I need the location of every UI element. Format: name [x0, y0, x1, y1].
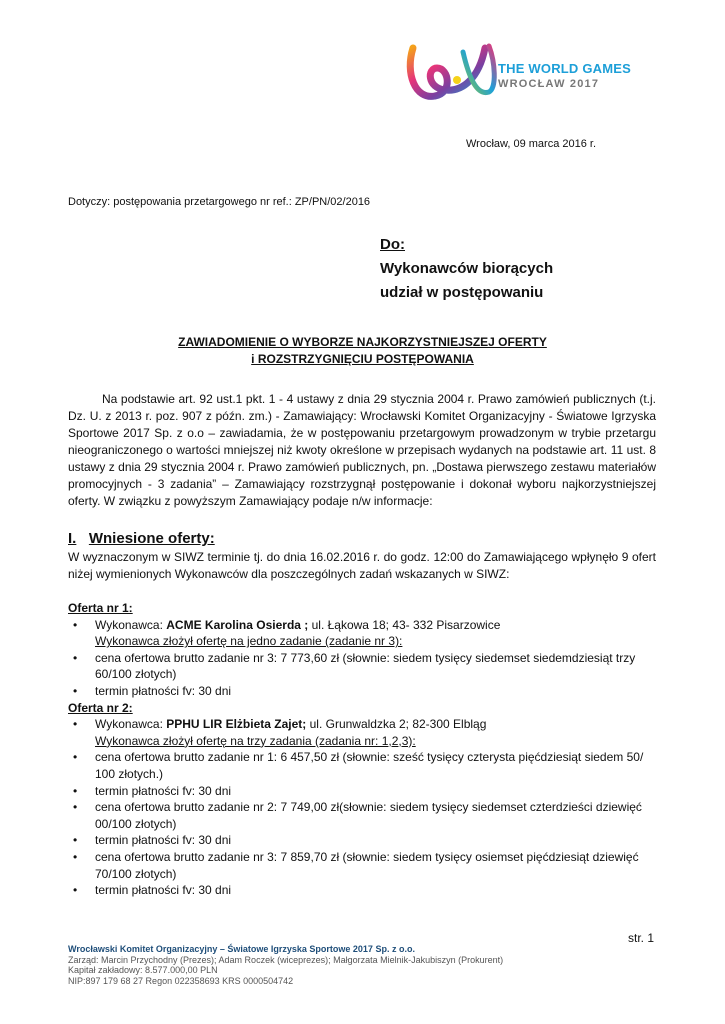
- logo-title: THE WORLD GAMES: [498, 61, 631, 76]
- intro-paragraph: Na podstawie art. 92 ust.1 pkt. 1 - 4 ustawy z dnia 29 stycznia 2004 r. Prawo zamówień publicznych (t.j. Dz. U. z 2013 r. poz. 907 z późn. zm.) - Zamawiający: Wrocławski Komitet Organizacyjny - Światowe Igrzyska Sportowe 2017 Sp. z o.o – zawiadamia, że w postępowaniu przetargowym prowadzonym w trybie przetargu nieograniczonego o wartości mniejszej niż kwoty określone w przepisach wydanych na podstawie art. 11 ust. 8 ustawy z dnia 29 stycznia 2004 r. Prawo zamówień publicznych, pn. „Dostawa pierwszego zestawu materiałów promocyjnych - 3 zadania” – Zamawiający rozstrzygnął postępowanie i dokonał wyboru najkorzystniejszej oferty. W związku z powyższym Zamawiający podaje n/w informacje:: [68, 392, 656, 508]
- term-text: termin płatności fv: 30 dni: [95, 833, 232, 848]
- offer-2-contractor: [68, 716, 658, 749]
- offer-1-title: Oferta nr 1:: [68, 601, 133, 615]
- price-text: cena ofertowa brutto zadanie nr 3: 7 773,60 zł (słownie: siedem tysięcy siedemset siedemdziesiąt trzy 60/100 złotych): [95, 650, 636, 682]
- offer-1-price: [68, 650, 658, 683]
- bullet-icon: •: [73, 833, 78, 848]
- contractor-label: Wykonawca:: [95, 717, 167, 732]
- offers-list: [68, 600, 658, 899]
- bullet-icon: •: [73, 750, 78, 765]
- footer-board: Zarząd: Marcin Przychodny (Prezes); Adam Roczek (wiceprezes); Małgorzata Mielnik-Jakubiszyn (Prokurent): [68, 954, 504, 965]
- recipient-label: Do:: [380, 236, 405, 253]
- term-text: termin płatności fv: 30 dni: [95, 683, 232, 698]
- term-text: termin płatności fv: 30 dni: [95, 883, 232, 898]
- price-text: cena ofertowa brutto zadanie nr 3: 7 859,70 zł (słownie: siedem tysięcy osiemset pięćdziesiąt dziewięć 70/100 złotych): [95, 849, 639, 881]
- recipient-line-1: Wykonawców biorących: [380, 260, 554, 277]
- offer-2-title: Oferta nr 2:: [68, 700, 133, 715]
- offer-2-price-1: [68, 749, 658, 782]
- contractor-address: ul. Grunwaldzka 2; 82-300 Elbląg: [306, 717, 487, 732]
- document-title: [0, 334, 725, 368]
- footer-company: Wrocławski Komitet Organizacyjny – Światowe Igrzyska Sportowe 2017 Sp. z o.o.: [68, 944, 415, 954]
- price-text: cena ofertowa brutto zadanie nr 1: 6 457,50 zł (słownie: sześć tysięcy czterysta pięćdziesiąt siedem 50/ 100 złotych.): [95, 750, 644, 781]
- offer-1-term: [68, 683, 658, 700]
- title-line-1: ZAWIADOMIENIE O WYBORZE NAJKORZYSTNIEJSZEJ OFERTY: [178, 335, 547, 349]
- offer-2-price-3: [68, 849, 658, 882]
- offer-1-note: Wykonawca złożył ofertę na jedno zadanie (zadanie nr 3):: [95, 634, 403, 649]
- footer-ids: NIP:897 179 68 27 Regon 022358693 KRS 0000504742: [68, 975, 294, 986]
- contractor-label: Wykonawca:: [95, 617, 167, 632]
- reference-line: Dotyczy: postępowania przetargowego nr ref.: ZP/PN/02/2016: [68, 196, 371, 208]
- section-paragraph: W wyznaczonym w SIWZ terminie tj. do dnia 16.02.2016 r. do godz. 12:00 do Zamawiającego wpłynęło 9 ofert niżej wymienionych Wykonawców dla poszczególnych zadań wskazanych w SIWZ:: [68, 550, 656, 581]
- title-line-2: i ROZSTRZYGNIĘCIU POSTĘPOWANIA: [251, 352, 474, 366]
- offer-1-contractor: [68, 617, 658, 650]
- page-number: str. 1: [628, 931, 655, 945]
- bullet-icon: •: [73, 783, 78, 798]
- footer: [68, 944, 503, 986]
- section-heading: [68, 530, 215, 547]
- footer-capital: Kapitał zakładowy: 8.577.000,00 PLN: [68, 965, 218, 976]
- offer-2-term-2: [68, 832, 658, 849]
- term-text: termin płatności fv: 30 dni: [95, 783, 232, 798]
- logo-subtitle: WROCŁAW 2017: [498, 78, 600, 90]
- document-date: Wrocław, 09 marca 2016 r.: [466, 138, 597, 150]
- bullet-icon: •: [73, 683, 78, 698]
- section-title: Wniesione oferty:: [88, 530, 215, 547]
- offer-2-term-1: [68, 783, 658, 800]
- bullet-icon: •: [73, 849, 78, 864]
- bullet-icon: •: [73, 617, 78, 632]
- contractor-name: PPHU LIR Elżbieta Zajet;: [166, 717, 307, 732]
- bullet-icon: •: [73, 650, 78, 665]
- section-number: I.: [68, 530, 77, 547]
- bullet-icon: •: [73, 800, 78, 815]
- recipient-line-2: udział w postępowaniu: [380, 284, 544, 301]
- contractor-address: ul. Łąkowa 18; 43- 332 Pisarzowice: [308, 617, 501, 632]
- offer-2-term-3: [68, 882, 658, 899]
- offer-2-note: Wykonawca złożył ofertę na trzy zadania (zadania nr: 1,2,3):: [95, 733, 416, 748]
- bullet-icon: •: [73, 717, 78, 732]
- contractor-name: ACME Karolina Osierda ;: [166, 617, 309, 632]
- recipient-block: [380, 233, 553, 305]
- price-text: cena ofertowa brutto zadanie nr 2: 7 749,00 zł(słownie: siedem tysięcy siedemset czterdzieści dziewięć 00/100 złotych): [95, 800, 642, 831]
- offer-2-price-2: [68, 799, 658, 832]
- bullet-icon: •: [73, 883, 78, 898]
